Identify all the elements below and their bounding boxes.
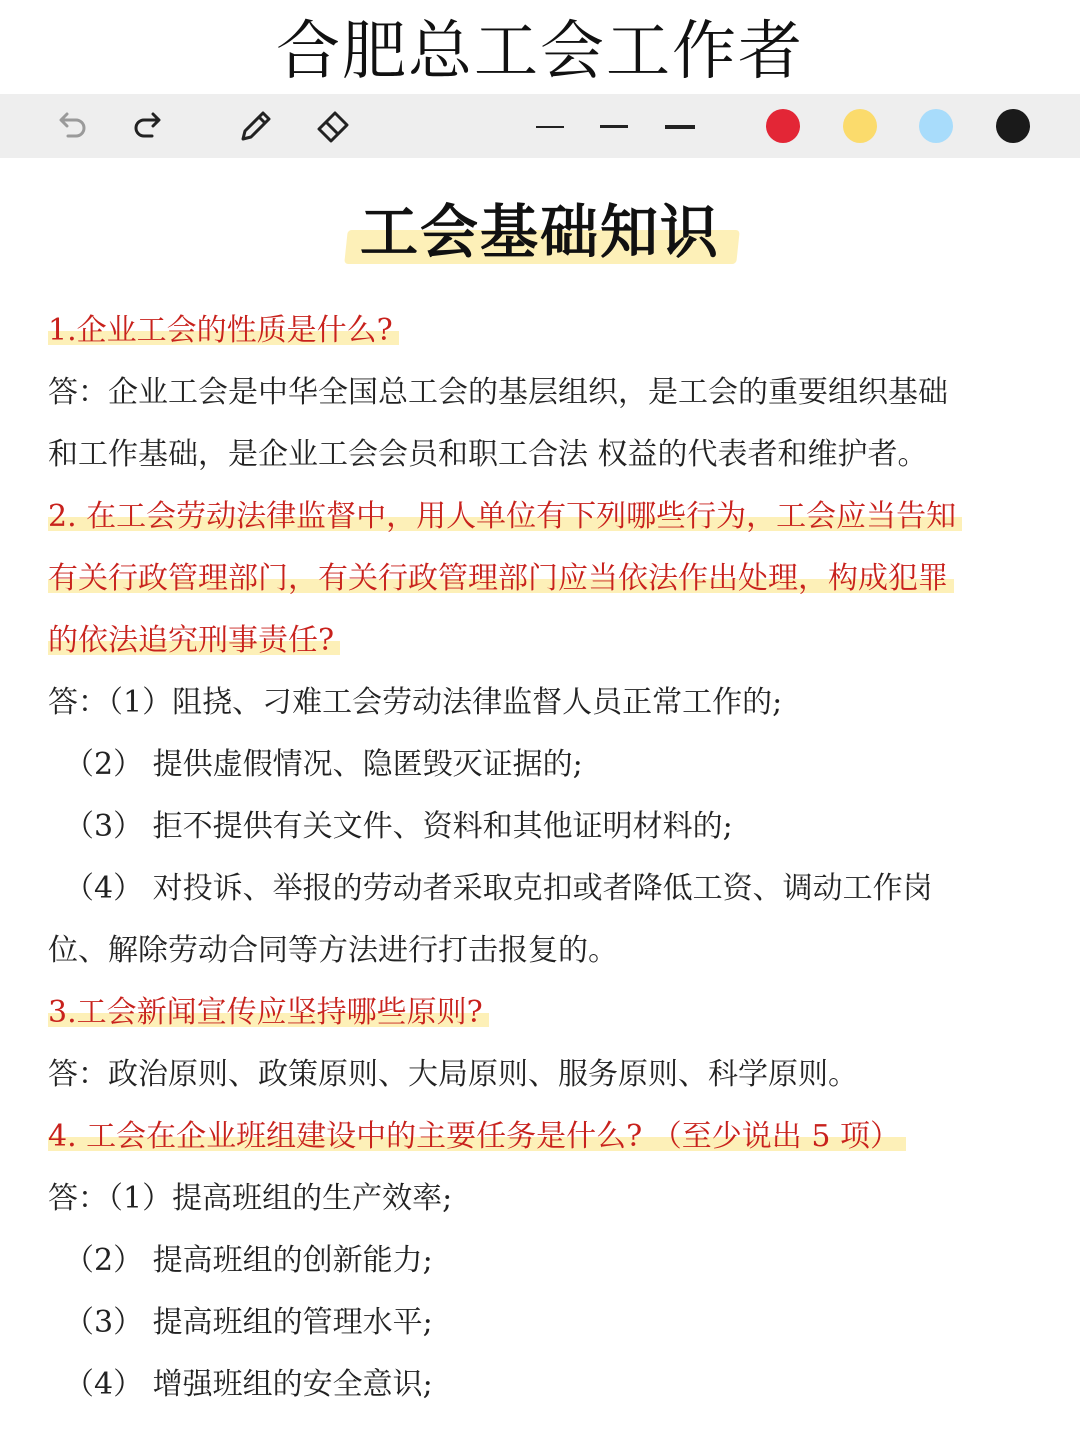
answer-line: 和工作基础，是企业工会会员和职工合法 权益的代表者和维护者。 xyxy=(48,437,928,472)
color-black-swatch[interactable] xyxy=(996,109,1030,143)
pencil-icon xyxy=(235,105,277,147)
answer-line: 位、解除劳动合同等方法进行打击报复的。 xyxy=(48,933,618,968)
document-body xyxy=(48,300,1038,1416)
answer-line: （2） 提高班组的创新能力; xyxy=(64,1243,433,1278)
color-yellow-swatch[interactable] xyxy=(843,109,877,143)
question-line xyxy=(48,300,1038,362)
answer-line: 答：企业工会是中华全国总工会的基层组织，是工会的重要组织基础 xyxy=(48,375,948,410)
question-line xyxy=(48,548,1038,610)
answer-line: （4） 对投诉、举报的劳动者采取克扣或者降低工资、调动工作岗 xyxy=(64,871,933,906)
redo-icon xyxy=(130,108,166,144)
drawing-toolbar xyxy=(0,94,1080,158)
question-line xyxy=(48,486,1038,548)
question-line xyxy=(48,982,1038,1044)
answer-line: 答：（1）提高班组的生产效率; xyxy=(48,1181,453,1216)
question-text: 4. 工会在企业班组建设中的主要任务是什么? （至少说出 5 项） xyxy=(48,1119,906,1154)
question-text: 的依法追究刑事责任? xyxy=(48,623,340,658)
answer-line: 答：政治原则、政策原则、大局原则、服务原则、科学原则。 xyxy=(48,1057,858,1092)
pencil-button[interactable] xyxy=(232,94,280,158)
stroke-medium-option[interactable] xyxy=(600,125,628,128)
eraser-icon xyxy=(313,105,355,147)
stroke-thin-option[interactable] xyxy=(536,126,564,128)
answer-line: （3） 提高班组的管理水平; xyxy=(64,1305,433,1340)
question-text: 有关行政管理部门，有关行政管理部门应当依法作出处理，构成犯罪 xyxy=(48,561,954,596)
stroke-thick-option[interactable] xyxy=(665,125,695,129)
answer-line: （4） 增强班组的安全意识; xyxy=(64,1367,433,1402)
page-heading: 工会基础知识 xyxy=(346,190,734,274)
question-text: 2. 在工会劳动法律监督中，用人单位有下列哪些行为，工会应当告知 xyxy=(48,499,962,534)
color-blue-swatch[interactable] xyxy=(919,109,953,143)
undo-button[interactable] xyxy=(50,94,94,158)
question-text: 3.工会新闻宣传应坚持哪些原则? xyxy=(48,995,489,1030)
redo-button[interactable] xyxy=(126,94,170,158)
undo-icon xyxy=(54,108,90,144)
answer-line: （3） 拒不提供有关文件、资料和其他证明材料的; xyxy=(64,809,733,844)
question-line xyxy=(48,1106,1038,1168)
answer-line: （2） 提供虚假情况、隐匿毁灭证据的; xyxy=(64,747,583,782)
answer-line: 答：（1）阻挠、刁难工会劳动法律监督人员正常工作的; xyxy=(48,685,783,720)
eraser-button[interactable] xyxy=(310,94,358,158)
app-title: 合肥总工会工作者 xyxy=(276,15,804,89)
color-red-swatch[interactable] xyxy=(766,109,800,143)
question-line xyxy=(48,610,1038,672)
question-text: 1.企业工会的性质是什么? xyxy=(48,313,399,348)
